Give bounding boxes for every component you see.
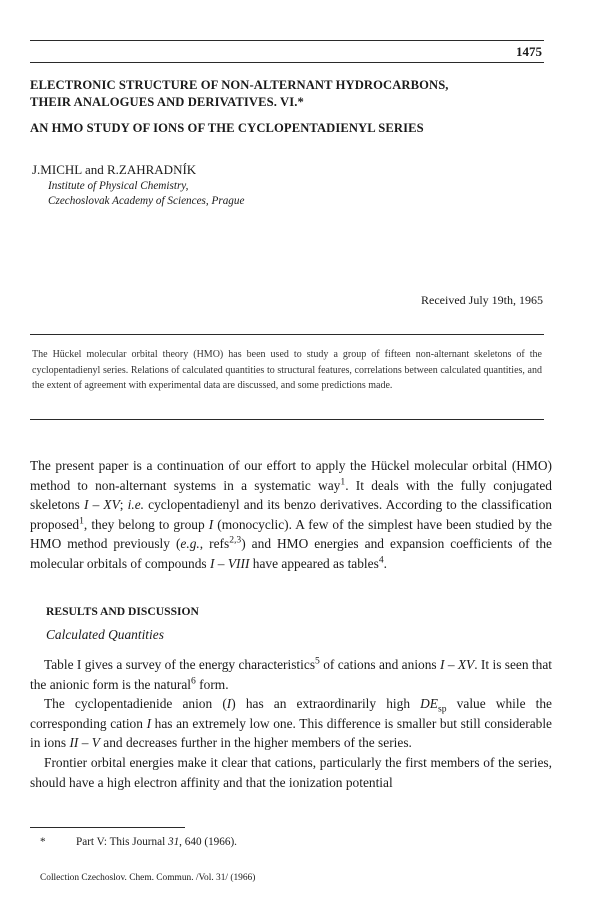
page-number: 1475 [516,44,542,59]
footnote: * Part V: This Journal 31, 640 (1966). [40,836,237,848]
authors: J.MICHL and R.ZAHRADNÍK [32,162,197,177]
title-line-2: THEIR ANALOGUES AND DERIVATIVES. VI.* [30,95,304,109]
page-number-rule [30,62,544,63]
paragraph-frontier-orbitals: Frontier orbital energies make it clear that cations, particularly the first members of the series, should have a high electron affinity and that the ionization potential [30,754,552,790]
journal-citation: Collection Czechoslov. Chem. Commun. /Vol. 31/ (1966) [40,873,256,883]
footnote-mark: * [40,836,46,848]
paragraph-table-survey: Table I gives a survey of the energy characteristics$^5$ of cations and anions I – XV. It is seen that the anionic form is the natural$^6$ form. [30,655,552,692]
top-rule [30,40,544,41]
abstract-rule [30,334,544,335]
paragraph-cyclopentadienide: The cyclopentadienide anion (I) has an extraordinarily high $DE_{sp}$ value while the corresponding cation I has an extremely low one. This difference is smaller but still considerable in ions II – V and decreases further in the higher members of the series. [30,696,553,751]
affiliation-line-1: Institute of Physical Chemistry, [48,180,189,192]
intro-paragraph: The present paper is a continuation of our effort to apply the Hückel molecular orbital (HMO) method to non-alternant systems in a systematic way$^1$. It deals with the fully conjugated skeletons I – XV; i.e. cyclopentadienyl and its benzo derivatives. According to the classification proposed$^1$, they belong to group I (monocyclic). A few of the simplest have been studied by the HMO method previously (e.g., refs$^{2,3}$) and HMO energies and expansion coefficients of the molecular orbitals of compounds I – VIII have appeared as tables$^4$. [30,458,552,571]
title-line-1: ELECTRONIC STRUCTURE OF NON-ALTERNANT HYDROCARBONS, [30,78,449,92]
received-date: Received July 19th, 1965 [421,293,543,307]
subsection-heading: Calculated Quantities [46,627,164,642]
section-heading: RESULTS AND DISCUSSION [46,605,199,618]
results-paragraphs [30,655,552,792]
footnote-rule [30,827,185,828]
abstract: The Hückel molecular orbital theory (HMO) has been used to study a group of fifteen non-alternant skeletons of the cyclopentadienyl series. Relations of calculated quantities to structural features, correlations between calculated quantities, and the extent of agreement with experimental data are discussed, and some predictions made. [32,349,542,392]
title-line-3: AN HMO STUDY OF IONS OF THE CYCLOPENTADIENYL SERIES [30,121,424,135]
affiliation-line-2: Czechoslovak Academy of Sciences, Prague [48,195,245,207]
abstract-bottom-rule [30,419,544,420]
